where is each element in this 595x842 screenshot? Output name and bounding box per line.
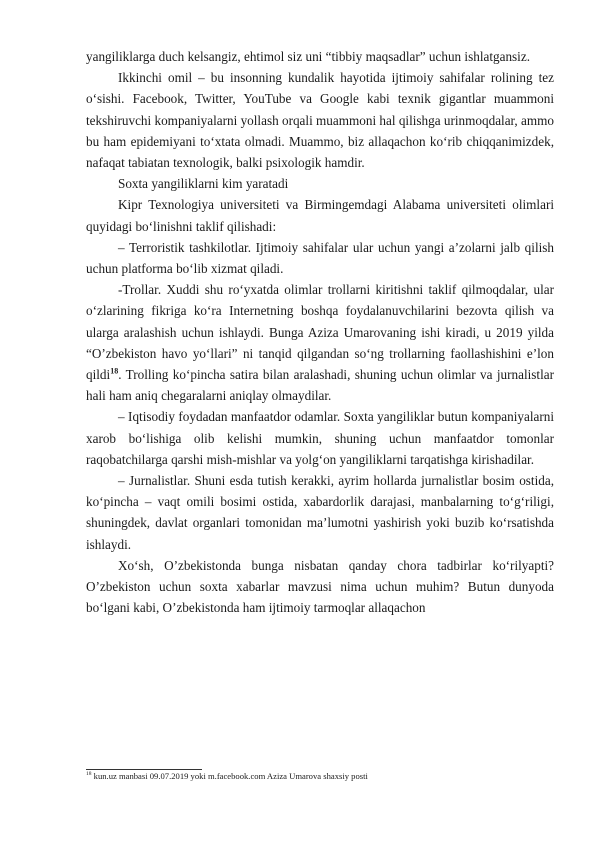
footnote-divider: [86, 769, 202, 770]
paragraph-economic: – Iqtisodiy foydadan manfaatdor odamlar. Soxta yangiliklar butun kompaniyalarni xarob bo‘lishiga olib kelishi mumkin, shuning uchun manfaatdor tomonlar raqobatchilarga qarshi mish-mishlar va yolg‘on yangiliklarni tarqatishga kirishadilar.: [86, 409, 554, 467]
paragraph-terrorists: – Terroristik tashkilotlar. Ijtimoiy sahifalar ular uchun yangi a’zolarni jalb qilish uchun platforma bo‘lib xizmat qiladi.: [86, 239, 554, 277]
paragraph-2: Ikkinchi omil – bu insonning kundalik hayotida ijtimoiy sahifalar rolining tez o‘sishi. Facebook, Twitter, YouTube va Google kabi texnik gigantlar muammoni tekshiruvchi kompaniyalarni yollash orqali muammoni hal qilishga urinmoqdalar, ammo bu ham epidemiyani to‘xtata olmadi. Muammo, biz allaqachon ko‘rib chiqqanimizdek, nafaqat tabiatan texnologik, balki psixologik hamdir.: [86, 70, 554, 171]
body-text: [86, 46, 554, 618]
section-heading: Soxta yangiliklarni kim yaratadi: [118, 176, 289, 192]
footnote-number: 18: [86, 771, 92, 778]
footnote: [86, 771, 554, 782]
trolls-text: Trollar. Xuddi shu ro‘yxatda olimlar trollarni kiritishni taklif qilmoqdalar, ular o‘zlarining fikriga ko‘ra Internetning boshqa foydalanuvchilarini bezovta qilish va ularga aralashish uchun ishlaydi. Bunga Aziza Umarovaning ishi kiradi, u 2019 yilda “O’zbekiston havo yo‘llari” ni tanqid qilgandan so‘ng trollarning faollashishini e’lon qildi: [86, 282, 554, 383]
paragraph-uzbekistan: Xo‘sh, O’zbekistonda bunga nisbatan qanday chora tadbirlar ko‘rilyapti? O’zbekiston uchun soxta xabarlar mavzusi nima uchun muhim? Butun dunyoda bo‘lgani kabi, O’zbekistonda ham ijtimoiy tarmoqlar allaqachon: [86, 557, 554, 616]
trolls-tail: . Trolling ko‘pincha satira bilan aralashadi, shuning uchun olimlar va jurnalistlar hali ham aniq chegaralarni aniqlay olmaydilar.: [86, 367, 554, 404]
trolls-dash: -: [118, 282, 123, 298]
paragraph-journalists: – Jurnalistlar. Shuni esda tutish kerakki, ayrim hollarda jurnalistlar bosim ostida, ko‘pincha – vaqt omili bosimi ostida, xabardorlik darajasi, manbalarning to‘g‘riligi, shuningdek, davlat organlari tomonidan ma’lumotni yashirish yoki buzib ko‘rsatishda ishlaydi.: [86, 473, 554, 552]
paragraph-3: Kipr Texnologiya universiteti va Birmingemdagi Alabama universiteti olimlari quyidagi bo‘linishni taklif qilishadi:: [86, 197, 554, 234]
footnote-ref: 18: [110, 366, 119, 376]
paragraph-trolls: [86, 279, 554, 406]
paragraph-1: yangiliklarga duch kelsangiz, ehtimol siz uni “tibbiy maqsadlar” uchun ishlatgansiz.: [86, 49, 530, 64]
footnote-text: kun.uz manbasi 09.07.2019 yoki m.facebook.com Aziza Umarova shaxsiy posti: [91, 771, 368, 781]
